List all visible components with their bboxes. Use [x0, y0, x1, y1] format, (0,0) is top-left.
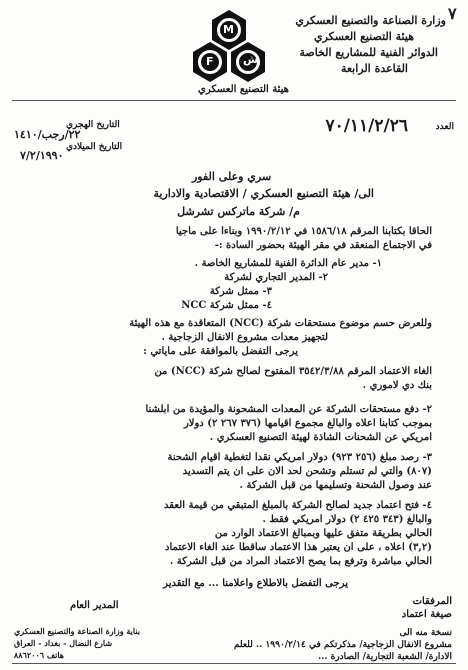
logo-letter-sh: ش: [243, 53, 259, 66]
letterhead-divider: [12, 100, 456, 101]
body-line: امريكي عن الشحنات الشاذة لهيئة التصنيع العسكري .: [209, 432, 432, 443]
body-line: في الاجتماع المنعقد في مقر الهيئة بحضور السادة :-: [214, 240, 432, 251]
hijri-date-value: ٢٢/رجب/١٤١٠: [14, 128, 81, 141]
classification: سري وعلى الفور: [192, 170, 272, 183]
letterhead-line-1: وزارة الصناعة والتصنيع العسكري: [295, 14, 446, 27]
logo-letter-m: M: [223, 23, 234, 36]
logo-emblem-icon: [170, 8, 288, 82]
gregorian-date-value: ٧/٢/١٩٩٠: [20, 149, 64, 162]
letterhead-line-4: القاعدة الرابعة: [340, 62, 408, 75]
hijri-date-label: التاريخ الهجري: [66, 120, 120, 130]
organization-logo: [170, 8, 288, 82]
body-line: ٢- المدير التجاري لشركة: [224, 272, 328, 283]
attachments-label: المرفقات: [412, 596, 452, 607]
addressee-line: الى/ هيئة التصنيع العسكري / الاقتصادية والادارية: [153, 187, 374, 200]
letterhead-line-3: الدوائر الفنية للمشاريع الخاصة: [299, 46, 438, 59]
body-line: ٣- ممثل شركة: [209, 286, 272, 297]
body-line: والبالغ (٣٤٣ ٤٢٥ ٢) دولار امريكي فقط .: [262, 514, 432, 525]
attachments-item: صيغة اعتماد: [401, 609, 452, 620]
footer-line: هاتف ٨٨٦٢٠٠٦: [14, 650, 65, 660]
reference-label: العدد: [435, 122, 454, 132]
body-line: (٨٠٧) والتي لم تستلم وتشحن لحد الان على ان يتم التسديد: [182, 466, 432, 477]
cc-item: مشروع الانفال الزجاجية/ مذكرتكم في ١٩٩٠/٢/١٤ .. للعلم: [233, 640, 452, 650]
cc-label: نسخة منه الى: [399, 628, 452, 638]
footer-divider: [12, 663, 456, 664]
closing-line: يرجى التفضل بالاطلاع واعلامنا ... مع التقدير: [163, 578, 348, 589]
logo-letter-f: F: [206, 55, 214, 68]
body-line: وللعرض حسم موضوع مستحقات شركة (NCC) المتعاقدة مع هذه الهيئة: [129, 318, 432, 329]
body-line: بنك دي لاموري .: [362, 380, 432, 391]
body-line: ٣- رصد مبلغ (٢٥٦ ٩٢٣) دولار امريكي نقدا لتغطية اقيام الشحنة: [167, 452, 432, 463]
body-line: الحالي بطريقة متفق عليها وبمبالغ الاعتماد الوارد من: [214, 528, 432, 539]
body-line: الحاقا بكتابنا المرقم ١٥٨٦/١٨ في ١٩٩٠/٢/١٢ وبناءا على ماجيا: [175, 226, 432, 237]
cc-item: الادارة/ الشعبة التجارية/ الصادرة ...: [318, 652, 452, 662]
body-line: ٤- فتح اعتماد جديد لصالح الشركة بالمبلغ المتبقي من قيمة العقد: [164, 500, 432, 511]
body-line: الغاء الاعتماد المرقم ٣٥٤٢/٣/٨٨ المفتوح لصالح شركة (NCC) من: [154, 366, 432, 377]
body-line: عند وصول الشحنة وتسليمها من قبل الشركة .: [239, 480, 432, 491]
body-line: ٢- دفع مستحقات الشركة عن المعدات المشحونة والمؤيدة من ابلشنا: [145, 404, 432, 415]
body-line: (٣,٢) اعلاه ، على ان يعتبر هذا الاعتماد ساقطا عند الغاء الاعتماد: [165, 542, 432, 553]
footer-line: بناية وزارة الصناعة والتصنيع العسكري: [14, 626, 140, 636]
reference-number: ٧٠/١١/٢/٢٦: [325, 116, 408, 136]
body-line: ٤- ممثل شركة NCC: [181, 300, 272, 311]
footer-line: شارع النضال - بغداد - العراق: [14, 638, 113, 648]
subject-line: م/ شركة ماتركس تشرشل: [177, 205, 300, 218]
body-line: الحالي مباشرة وترفع بما يصح الاعتماد المراد من قبل الشركة .: [169, 556, 432, 567]
body-line: يرجى التفضل بالموافقة على ماياتي :: [143, 346, 298, 357]
gregorian-date-label: التاريخ الميلادي: [66, 142, 123, 152]
body-line: لتجهيز معدات مشروع الانفال الزجاجية .: [161, 332, 328, 343]
letterhead-line-2: هيئة التصنيع العسكري: [313, 30, 414, 43]
body-line: ١- مدير عام الدائرة الفنية للمشاريع الخاصة .: [194, 258, 382, 269]
signatory-title: المدير العام: [70, 600, 119, 611]
corner-mark: ٧: [448, 4, 457, 23]
logo-caption: هيئة التصنيع العسكري: [198, 84, 289, 95]
body-line: بموجب كتابنا اعلاه والبالغ مجموع اقيامها (٣٧٦ ٢٦٧ ٢) دولار: [183, 418, 432, 429]
